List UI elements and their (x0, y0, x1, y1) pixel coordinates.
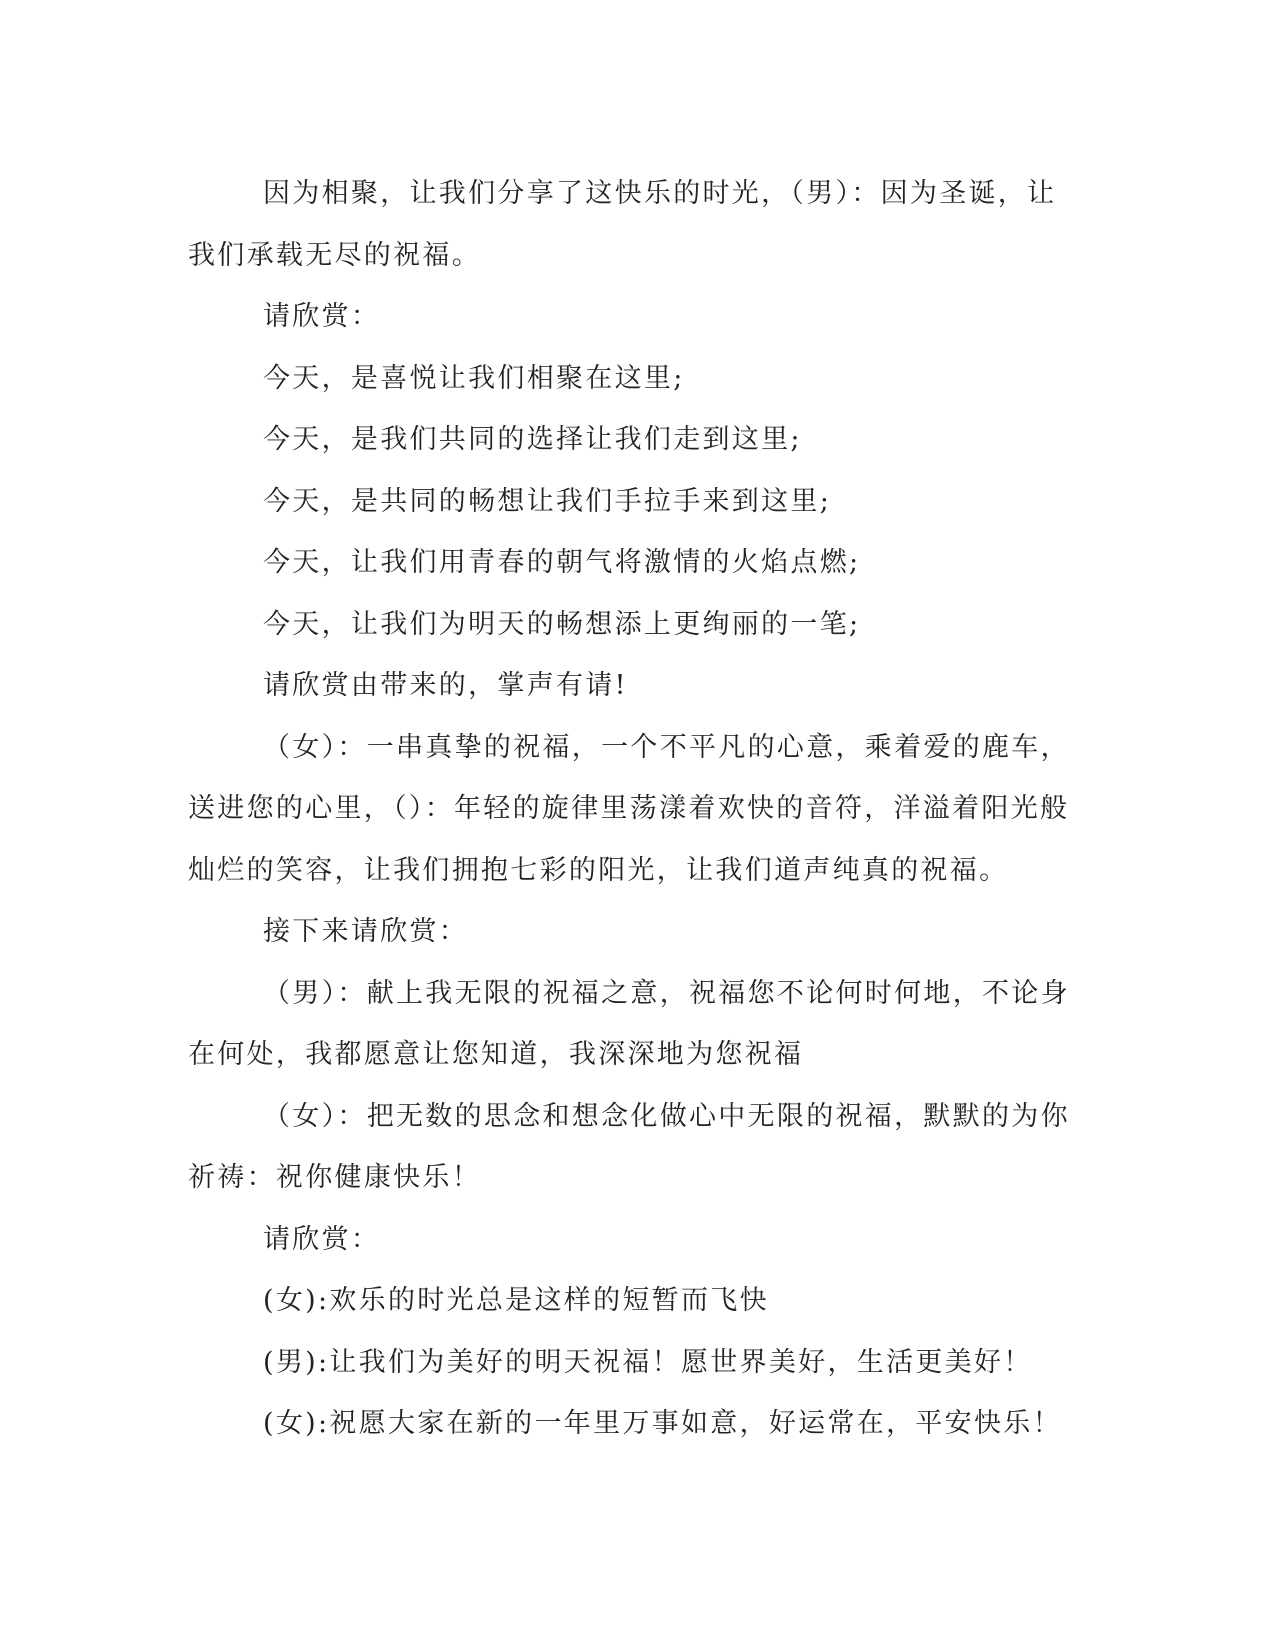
paragraph: (女):祝愿大家在新的一年里万事如意，好运常在，平安快乐！ (263, 1408, 1062, 1439)
paragraph: 请欣赏： (263, 301, 381, 332)
paragraph: (女):欢乐的时光总是这样的短暂而飞快 (263, 1285, 769, 1316)
paragraph: （女）：把无数的思念和想念化做心中无限的祝福，默默的为你祈祷：祝你健康快乐！ (188, 1100, 1070, 1193)
paragraph: 接下来请欣赏： (263, 916, 469, 947)
paragraph: 今天，是我们共同的选择让我们走到这里; (263, 424, 802, 455)
paragraph: 因为相聚，让我们分享了这快乐的时光，（男）：因为圣诞，让我们承载无尽的祝福。 (188, 178, 1057, 271)
paragraph: 今天，让我们为明天的畅想添上更绚丽的一笔; (263, 608, 861, 640)
paragraph: 今天，是共同的畅想让我们手拉手来到这里; (263, 485, 832, 517)
paragraph: （男）：献上我无限的祝福之意，祝福您不论何时何地，不论身在何处，我都愿意让您知道，我深深地为您祝福 (188, 977, 1070, 1070)
paragraph: (男):让我们为美好的明天祝福！愿世界美好，生活更美好！ (263, 1346, 1033, 1378)
paragraph: 请欣赏： (263, 1223, 381, 1255)
paragraph: （女）：一串真挚的祝福，一个不平凡的心意，乘着爱的鹿车，送进您的心里，（）：年轻的旋律里荡漾着欢快的音符，洋溢着阳光般灿烂的笑容，让我们拥抱七彩的阳光，让我们道声纯真的祝福。 (188, 731, 1070, 886)
paragraph: 今天，是喜悦让我们相聚在这里; (263, 362, 685, 394)
paragraph: 请欣赏由带来的，掌声有请! (263, 670, 628, 701)
paragraph: 今天，让我们用青春的朝气将激情的火焰点燃; (263, 547, 861, 578)
document-body (188, 163, 1075, 1455)
